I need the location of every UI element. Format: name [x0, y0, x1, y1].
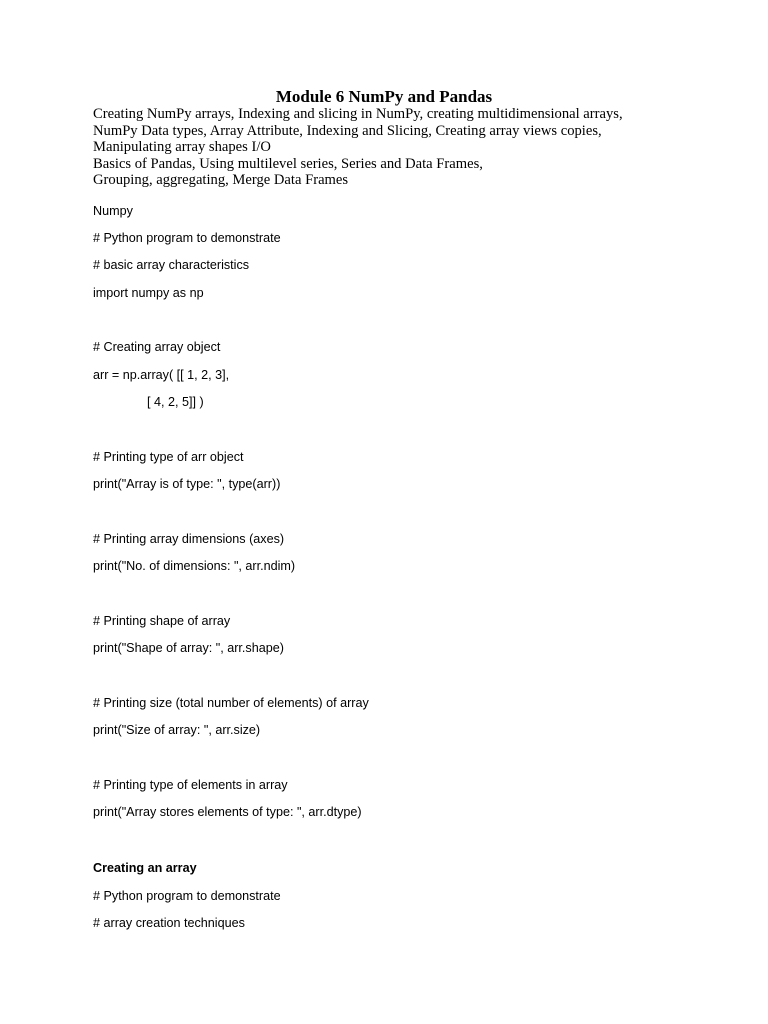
intro-paragraph: [93, 106, 733, 189]
code-line: arr = np.array( [[ 1, 2, 3],: [93, 368, 230, 382]
code-comment: # Printing array dimensions (axes): [93, 532, 285, 546]
code-line: print("Shape of array: ", arr.shape): [93, 641, 284, 655]
intro-line: NumPy Data types, Array Attribute, Indexing and Slicing, Creating array views copies,: [93, 122, 602, 139]
intro-line: Manipulating array shapes I/O: [93, 139, 271, 156]
code-comment: # Printing type of arr object: [93, 450, 244, 464]
code-comment: # Python program to demonstrate: [93, 231, 281, 245]
code-line: print("Size of array: ", arr.size): [93, 723, 261, 737]
intro-line: Grouping, aggregating, Merge Data Frames: [93, 172, 349, 189]
code-comment: # Printing type of elements in array: [93, 778, 288, 792]
code-comment: # Printing size (total number of elements) of array: [93, 696, 369, 710]
code-line: print("Array is of type: ", type(arr)): [93, 477, 281, 491]
code-line: print("Array stores elements of type: ", arr.dtype): [93, 805, 362, 819]
code-line: [ 4, 2, 5]] ): [147, 395, 204, 409]
section-heading: Creating an array: [93, 861, 197, 875]
intro-line: Basics of Pandas, Using multilevel series, Series and Data Frames,: [93, 155, 483, 172]
code-comment: # Python program to demonstrate: [93, 889, 281, 903]
code-comment: # array creation techniques: [93, 916, 245, 930]
code-line: print("No. of dimensions: ", arr.ndim): [93, 559, 296, 573]
code-comment: # basic array characteristics: [93, 258, 250, 272]
code-line: import numpy as np: [93, 286, 204, 300]
code-comment: # Creating array object: [93, 340, 221, 354]
intro-line: Creating NumPy arrays, Indexing and slicing in NumPy, creating multidimensional arrays,: [93, 106, 623, 122]
document-title: Module 6 NumPy and Pandas: [275, 87, 493, 106]
code-comment: # Printing shape of array: [93, 614, 231, 628]
section-label: Numpy: [93, 204, 133, 218]
